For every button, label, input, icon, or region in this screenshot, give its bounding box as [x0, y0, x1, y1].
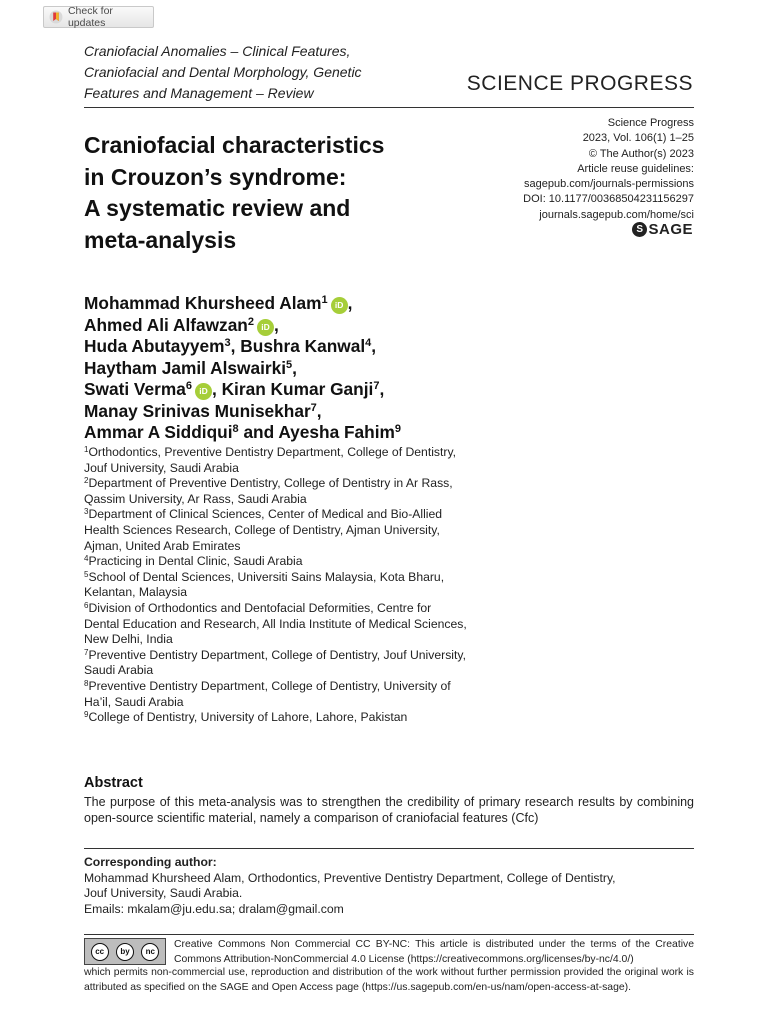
affiliation-line: $^4$Practicing in Dental Clinic, Saudi Arabia: [84, 554, 303, 569]
license-divider: [84, 934, 694, 935]
author-affiliation-number: 7: [310, 401, 317, 414]
author-separator: ,: [347, 293, 353, 313]
affiliation-line: $^9$College of Dentistry, University of Lahore, Lahore, Pakistan: [84, 710, 408, 725]
affiliation-item: [84, 570, 494, 601]
affiliation-number: 9: [84, 710, 89, 720]
sage-logo-icon: S: [632, 222, 647, 237]
author-affiliation-number: 6: [185, 380, 192, 392]
author-affiliation-number: 3: [224, 337, 231, 349]
affiliation-list: [84, 445, 494, 726]
abstract-text: The purpose of this meta-analysis was to strengthen the credibility of primary research results by combining open-source scientific material, namely a comparison of craniofacial features (Cfc): [84, 795, 694, 825]
series-line: Features and Management – Review: [84, 85, 314, 101]
corresponding-emails[interactable]: Emails: mkalam@ju.edu.sa; dralam@gmail.com: [84, 901, 344, 916]
author-line: [84, 315, 504, 337]
cc-by-nc-badge[interactable]: [84, 938, 166, 965]
author-affiliation-number: 5: [286, 358, 293, 371]
author-name[interactable]: Ammar A Siddiqui: [84, 422, 233, 442]
affiliation-number: 8: [84, 678, 89, 688]
author-separator: ,: [316, 400, 322, 421]
affiliation-line: $^3$Department of Clinical Sciences, Center of Medical and Bio-Allied: [84, 507, 443, 522]
author-name[interactable]: Haytham Jamil Alswairki: [84, 357, 287, 378]
sage-logo-text: SAGE: [648, 221, 693, 238]
affiliation-line: New Delhi, India: [84, 632, 173, 647]
author-separator: ,: [371, 336, 377, 356]
affiliation-item: [84, 445, 494, 476]
affiliation-line: $^7$Preventive Dentistry Department, College of Dentistry, Jouf University,: [84, 647, 466, 662]
affiliation-number: 3: [84, 507, 89, 517]
series-line: Craniofacial and Dental Morphology, Genetic: [84, 64, 362, 80]
author-line: [84, 336, 504, 358]
affiliation-number: 4: [84, 554, 89, 564]
copyright: © The Author(s) 2023: [588, 147, 694, 160]
affiliation-line: $^1$Orthodontics, Preventive Dentistry Department, College of Dentistry,: [84, 445, 457, 459]
author-separator: ,: [211, 379, 217, 399]
affiliation-number: 5: [84, 569, 89, 579]
author-name[interactable]: Ahmed Ali Alfawzan: [84, 314, 248, 335]
corresponding-heading: Corresponding author:: [84, 855, 217, 869]
affiliation-number: 2: [84, 476, 89, 486]
license-text-continued: which permits non-commercial use, reproduction and distribution of the work without further permission provided the original work is attributed as specified on the SAGE and Open Access page (https://us.sagepub.com/en-us/nam/open-access-at-sage).: [84, 967, 694, 993]
author-line: [84, 422, 504, 444]
affiliation-line: Dental Education and Research, All India Institute of Medical Sciences,: [84, 616, 467, 631]
cc-icon: cc: [91, 943, 109, 961]
affiliation-line: $^8$Preventive Dentistry Department, College of Dentistry, University of: [84, 678, 451, 693]
orcid-icon[interactable]: iD: [331, 297, 348, 314]
affiliation-line: Kelantan, Malaysia: [84, 585, 187, 600]
author-affiliation-number: 8: [232, 423, 239, 435]
corresponding-author: [84, 855, 684, 917]
author-affiliation-number: 2: [247, 315, 254, 328]
by-icon: by: [116, 943, 134, 961]
journal-name: SCIENCE PROGRESS: [466, 72, 693, 95]
affiliation-item: [84, 507, 494, 554]
affiliation-line: Ajman, United Arab Emirates: [84, 538, 241, 553]
affiliation-item: [84, 601, 494, 648]
author-separator: ,: [274, 314, 279, 335]
series-line: Craniofacial Anomalies – Clinical Features,: [84, 43, 351, 59]
journal-home-link[interactable]: journals.sagepub.com/home/sci: [539, 208, 694, 221]
author-line: [84, 379, 504, 401]
author-affiliation-number: 7: [373, 380, 380, 392]
author-separator: ,: [292, 357, 297, 378]
license-text: Creative Commons Non Commercial CC BY-NC: This article is distributed under the terms of the Creative Commons Attribution-NonCommercial 4.0 License (https://creativecommons.org/licenses/by-nc/4.0/): [174, 939, 694, 965]
sage-logo: [632, 221, 693, 238]
author-separator: ,: [230, 336, 236, 356]
affiliation-line: Health Sciences Research, College of Dentistry, Ajman University,: [84, 522, 440, 537]
affiliation-number: 6: [84, 600, 89, 610]
bookmark-icon: [49, 10, 63, 24]
affiliation-item: [84, 648, 494, 679]
author-name[interactable]: Manay Srinivas Munisekhar: [84, 400, 311, 421]
affiliation-item: [84, 554, 494, 570]
author-line: [84, 293, 504, 315]
abstract-heading: Abstract: [84, 775, 143, 791]
affiliation-item: [84, 710, 494, 726]
nc-icon: nc: [141, 943, 159, 961]
affiliation-line: Qassim University, Ar Rass, Saudi Arabia: [84, 491, 307, 506]
affiliation-line: $^2$Department of Preventive Dentistry, College of Dentistry in Ar Rass,: [84, 476, 453, 491]
corresponding-line: Jouf University, Saudi Arabia.: [84, 886, 243, 900]
author-separator: and: [238, 422, 275, 442]
author-line: [84, 358, 504, 380]
author-name[interactable]: Swati Verma: [84, 379, 186, 399]
article-title: [84, 130, 484, 256]
check-for-updates-label: Check for updates: [67, 5, 113, 29]
publication-info: [434, 116, 694, 223]
affiliation-line: Jouf University, Saudi Arabia: [84, 460, 239, 475]
author-name[interactable]: Ayesha Fahim: [278, 422, 395, 442]
orcid-icon[interactable]: iD: [195, 383, 212, 400]
author-name[interactable]: Bushra Kanwal: [240, 336, 366, 356]
title-line: A systematic review and: [84, 195, 351, 221]
author-affiliation-number: 9: [394, 423, 401, 435]
corresponding-divider: [84, 848, 694, 849]
author-name[interactable]: Kiran Kumar Ganji: [221, 379, 374, 399]
permissions-link[interactable]: sagepub.com/journals-permissions: [524, 178, 694, 191]
check-for-updates-badge[interactable]: [43, 6, 154, 28]
affiliation-line: $^5$School of Dental Sciences, Universiti Sains Malaysia, Kota Bharu,: [84, 569, 445, 584]
volume-info: 2023, Vol. 106(1) 1–25: [582, 132, 694, 145]
author-separator: ,: [379, 379, 385, 399]
doi-link[interactable]: DOI: 10.1177/00368504231156297: [523, 193, 694, 206]
author-name[interactable]: Mohammad Khursheed Alam: [84, 293, 322, 313]
reuse-label: Article reuse guidelines:: [577, 162, 694, 175]
author-list: [84, 293, 504, 444]
corresponding-line: Mohammad Khursheed Alam, Orthodontics, Preventive Dentistry Department, College of Dentistry,: [84, 870, 616, 885]
affiliation-number: 1: [84, 445, 89, 454]
affiliation-item: [84, 679, 494, 710]
affiliation-line: Saudi Arabia: [84, 663, 154, 678]
author-name[interactable]: Huda Abutayyem: [84, 336, 225, 356]
title-line: in Crouzon’s syndrome:: [84, 163, 347, 190]
author-line: [84, 401, 504, 423]
journal-label: Science Progress: [607, 117, 694, 129]
affiliation-number: 7: [84, 647, 89, 657]
series-title: [84, 41, 414, 104]
author-affiliation-number: 4: [365, 337, 372, 349]
header-divider: [84, 107, 694, 108]
title-line: Craniofacial characteristics: [84, 132, 385, 158]
author-affiliation-number: 1: [321, 294, 328, 306]
affiliation-line: $^6$Division of Orthodontics and Dentofacial Deformities, Centre for: [84, 600, 432, 615]
title-line: meta-analysis: [84, 226, 237, 253]
orcid-icon[interactable]: iD: [257, 319, 274, 336]
affiliation-item: [84, 476, 494, 507]
affiliation-line: Ha’il, Saudi Arabia: [84, 694, 184, 709]
